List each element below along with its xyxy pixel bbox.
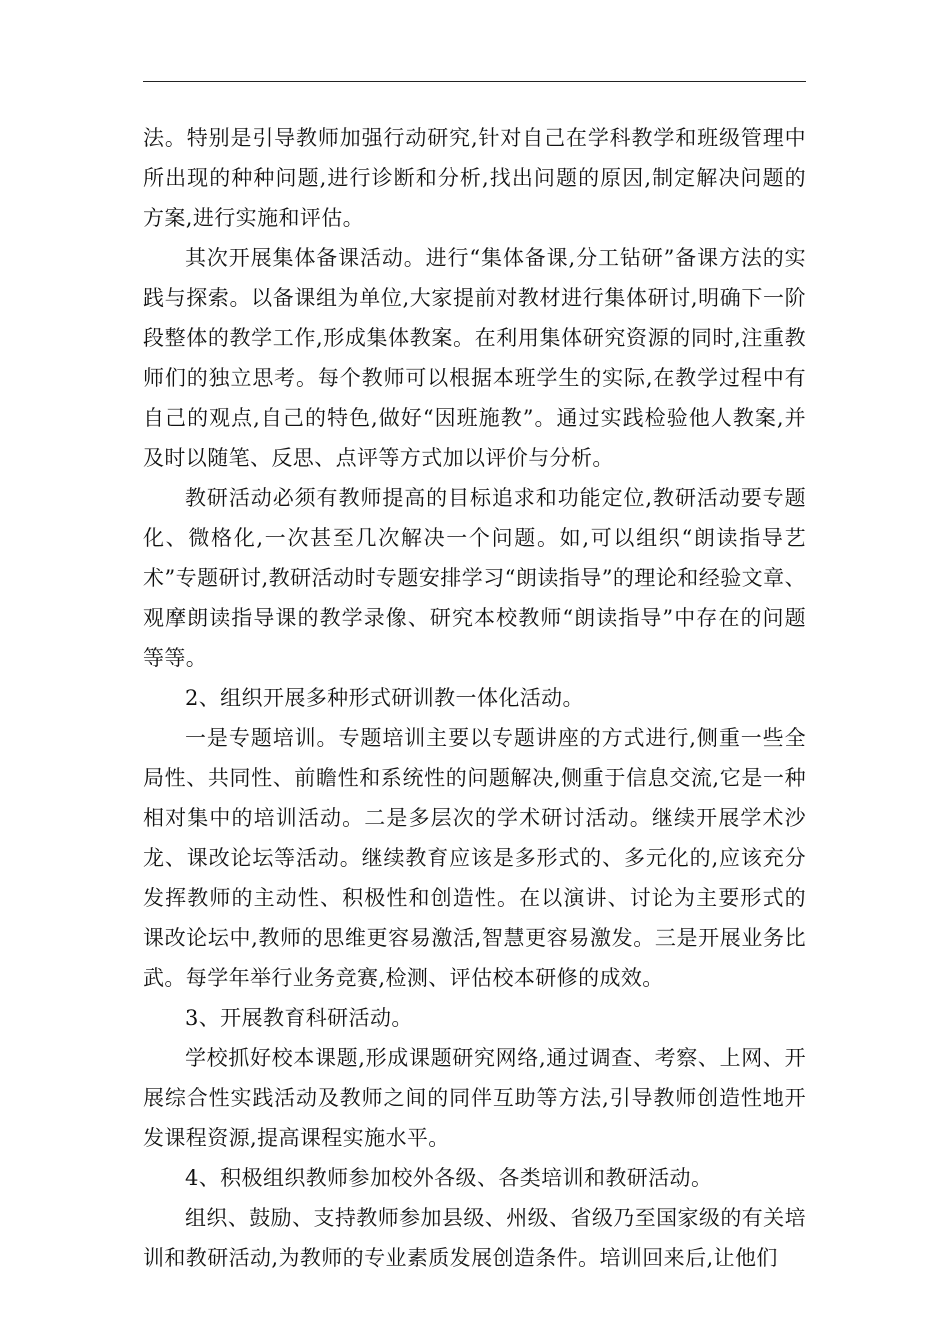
document-body xyxy=(143,118,806,1278)
section-heading-4: 4、积极组织教师参加校外各级、各类培训和教研活动。 xyxy=(185,1166,713,1190)
paragraph-teaching-research-goals: 教研活动必须有教师提高的目标追求和功能定位,教研活动要专题化、微格化,一次甚至几次解决一个问题。如,可以组织“朗读指导艺术”专题研讨,教研活动时专题安排学习“朗读指导”的理论和经验文章、观摩朗读指导课的教学录像、研究本校教师“朗读指导”中存在的问题等等。 xyxy=(143,486,806,670)
paragraph-training-forms: 一是专题培训。专题培训主要以专题讲座的方式进行,侧重一些全局性、共同性、前瞻性和系统性的问题解决,侧重于信息交流,它是一种相对集中的培训活动。二是多层次的学术研讨活动。继续开展学术沙龙、课改论坛等活动。继续教育应该是多形式的、多元化的,应该充分发挥教师的主动性、积极性和创造性。在以演讲、讨论为主要形式的课改论坛中,教师的思维更容易激活,智慧更容易激发。三是开展业务比武。每学年举行业务竞赛,检测、评估校本研修的成效。 xyxy=(143,726,806,990)
paragraph-continuation: 法。特别是引导教师加强行动研究,针对自己在学科教学和班级管理中所出现的种种问题,进行诊断和分析,找出问题的原因,制定解决问题的方案,进行实施和评估。 xyxy=(143,126,806,230)
header-rule xyxy=(143,81,806,82)
paragraph-collective-lesson-prep: 其次开展集体备课活动。进行“集体备课,分工钻研”备课方法的实践与探索。以备课组为单位,大家提前对教材进行集体研讨,明确下一阶段整体的教学工作,形成集体教案。在利用集体研究资源的同时,注重教师们的独立思考。每个教师可以根据本班学生的实际,在教学过程中有自己的观点,自己的特色,做好“因班施教”。通过实践检验他人教案,并及时以随笔、反思、点评等方式加以评价与分析。 xyxy=(143,246,806,470)
section-heading-3: 3、开展教育科研活动。 xyxy=(185,1006,413,1030)
section-heading-2: 2、组织开展多种形式研训教一体化活动。 xyxy=(185,686,584,710)
paragraph-school-research: 学校抓好校本课题,形成课题研究网络,通过调查、考察、上网、开展综合性实践活动及教师之间的同伴互助等方法,引导教师创造性地开发课程资源,提高课程实施水平。 xyxy=(143,1046,806,1150)
paragraph-external-training: 组织、鼓励、支持教师参加县级、州级、省级乃至国家级的有关培训和教研活动,为教师的专业素质发展创造条件。培训回来后,让他们 xyxy=(143,1206,806,1270)
